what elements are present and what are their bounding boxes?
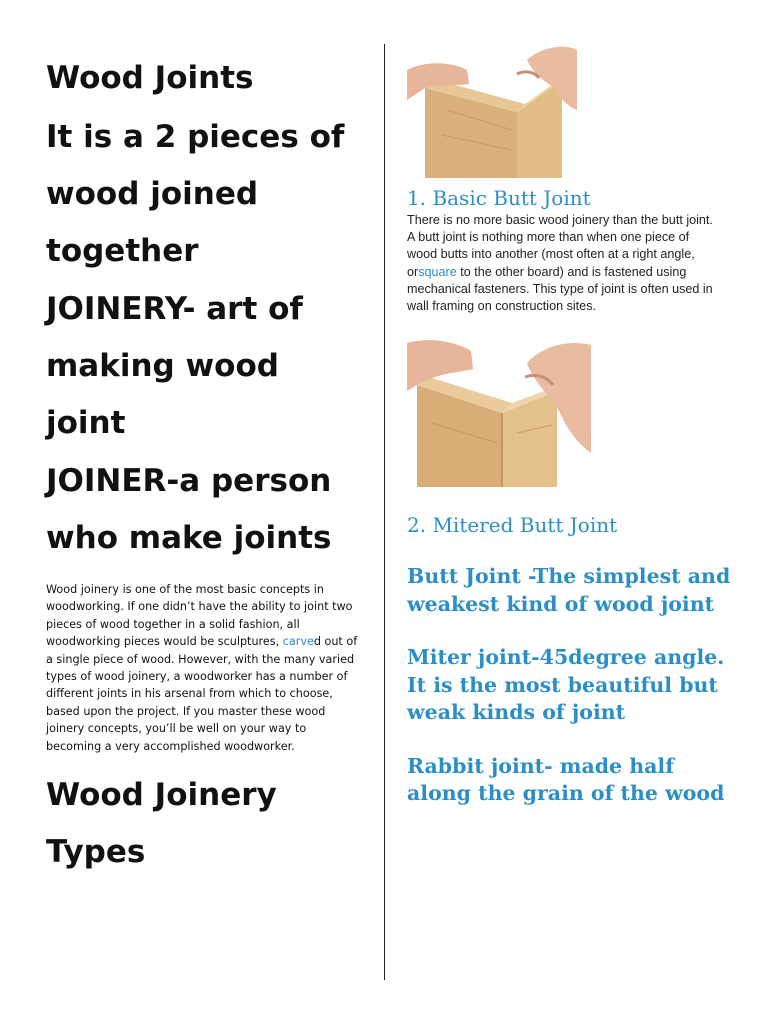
title-wood-joints: Wood Joints [46,60,254,96]
column-divider [384,44,385,980]
mitered-butt-joint-title: 2. Mitered Butt Joint [407,513,618,538]
basic-butt-joint-title: 1. Basic Butt Joint [407,186,591,210]
types-heading: Wood Joinery Types [46,777,277,871]
intro-paragraph [46,581,364,755]
butt-joint-note: Butt Joint -The simplest and weakest kind of wood joint [407,564,731,616]
miter-joint-note: Miter joint-45degree angle. It is the most beautiful but weak kinds of joint [407,645,725,725]
carve-link[interactable]: carve [282,635,314,649]
rabbit-joint-note: Rabbit joint- made half along the grain of the wood [407,753,725,806]
right-column [407,40,737,808]
basic-butt-joint-text-2: to the other board) and is fastened using mechanical fasteners. This type of joint is often used in wall framing on construction sites. [407,264,713,314]
joiner-definition: JOINER-a person who make joints [46,463,332,556]
butt-joint-photo [407,40,577,178]
left-column [46,50,366,882]
intro-paragraph-text-1: Wood joinery is one of the most basic concepts in woodworking. If one didn’t have the ability to joint two pieces of wood together in a solid fashion, all woodworking pieces would be sculptures, [46,583,353,649]
basic-butt-joint-text [407,212,722,315]
mitered-joint-illustration [407,333,591,487]
intro-paragraph-text-2: d out of a single piece of wood. However, with the many varied types of wood joinery, a woodworker has a number of different joints in his arsenal from which to choose, based upon the project. If you master these wood joinery concepts, you’ll be well on your way to becoming a very accomplished woodworker. [46,635,358,753]
basic-butt-joint-text-1: There is no more basic wood joinery than the butt joint. A butt joint is nothing more than when one piece of wood butts into another (most often at a right angle, or [407,213,713,279]
square-link[interactable]: square [418,264,457,279]
joinery-definition: JOINERY- art of making wood joint [46,291,303,441]
definition-heading: It is a 2 pieces of wood joined together [46,119,345,269]
mitered-joint-photo [407,333,591,487]
butt-joint-illustration [407,40,577,178]
